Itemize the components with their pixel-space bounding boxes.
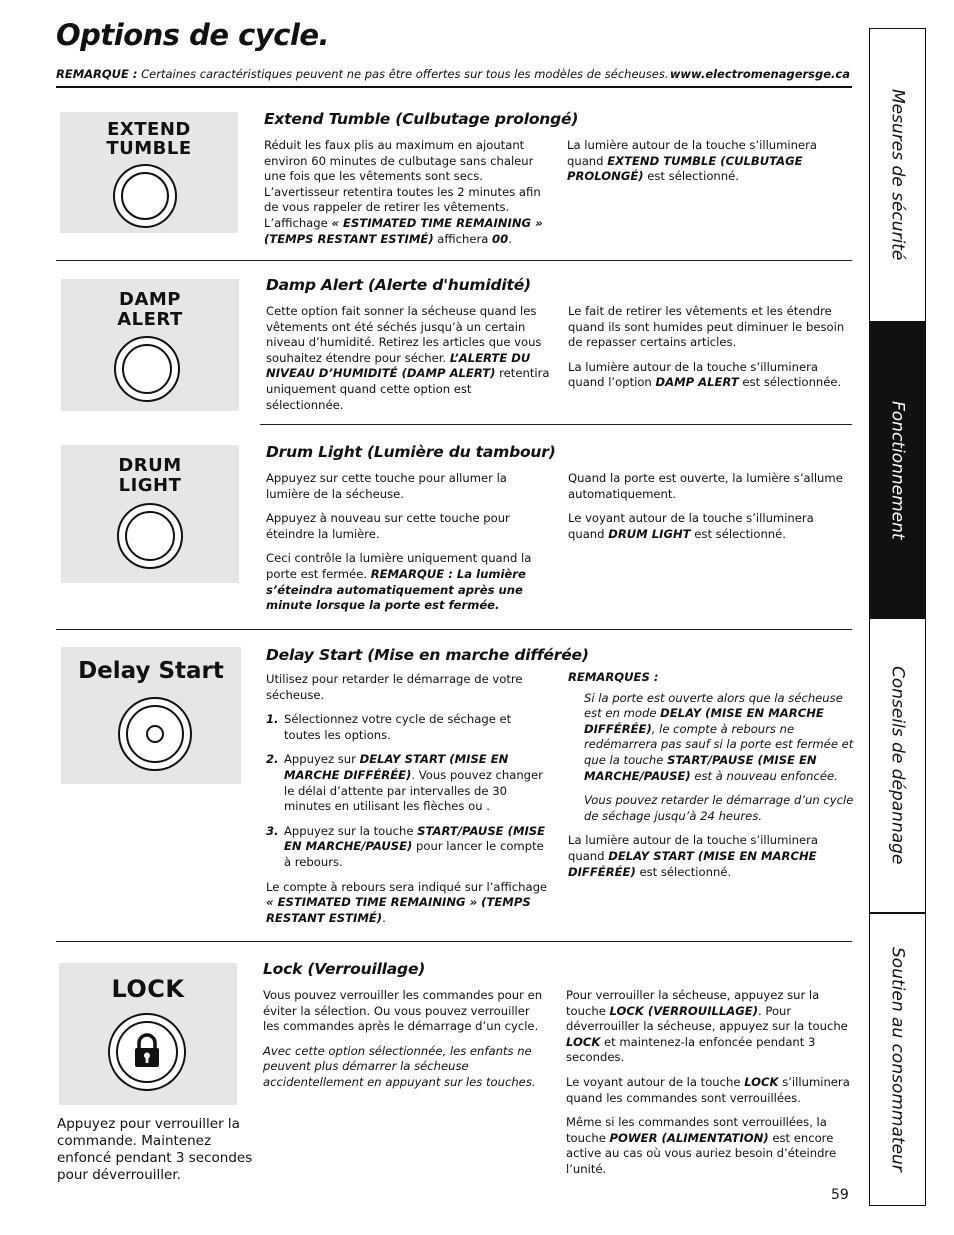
delay-note-1-text-c: est à nouveau enfoncée.: [690, 768, 838, 783]
lock-right-bold-3: LOCK: [744, 1074, 779, 1089]
delay-right-text-1: La lumière autour de la touche s’illuminera quand: [568, 833, 819, 863]
delay-step-1-number: 1.: [266, 712, 279, 727]
damp-right-para-1: Le fait de retirer les vêtements et les étendre quand ils sont humides peut diminuer le besoin de repasser certains articles.: [568, 304, 845, 350]
padlock-icon: [129, 1031, 165, 1069]
lock-right-bold-2: LOCK: [566, 1034, 601, 1049]
damp-alert-button-label-line2: ALERT: [117, 309, 183, 330]
header-rule: [56, 86, 852, 88]
lock-right-text: [566, 988, 852, 1187]
delay-step-2-text-b: . Vous pouvez changer le délai d’attente par intervalles de 30 minutes en utilisant les flèches ou .: [284, 767, 543, 814]
drum-light-button-label-line2: LIGHT: [118, 475, 182, 496]
extend-right-text-1: La lumière autour de la touche s’illuminera quand: [567, 138, 818, 168]
lock-button-label: LOCK: [111, 975, 185, 1003]
damp-alert-left-text: [266, 304, 551, 422]
damp-right-bold: DAMP ALERT: [655, 375, 739, 390]
delay-right-text-2: est sélectionné.: [635, 864, 732, 879]
delay-countdown-text-b: .: [382, 910, 386, 925]
tab-label: Fonctionnement: [887, 400, 908, 540]
delay-intro: Utilisez pour retarder le démarrage de votre sécheuse.: [266, 672, 523, 702]
drum-light-right-text: [568, 471, 852, 551]
drum-light-ring-icon: [117, 503, 183, 569]
delay-step-3: [266, 824, 551, 871]
drum-left-para-1: Appuyez sur cette touche pour allumer la lumière de la sécheuse.: [266, 471, 507, 501]
damp-alert-right-text: [568, 304, 852, 400]
divider: [56, 941, 852, 942]
extend-tumble-button-label-line2: TUMBLE: [106, 138, 192, 159]
extend-right-text-2: est sélectionné.: [643, 169, 739, 184]
lock-right-bold-1: LOCK (VERROUILLAGE): [609, 1003, 759, 1018]
divider: [56, 629, 852, 630]
tab-label: Conseils de dépannage: [887, 666, 908, 865]
tab-conseils-de-depannage[interactable]: [870, 619, 925, 912]
delay-step-1: [266, 712, 551, 743]
delay-step-1-text: Sélectionnez votre cycle de séchage et toutes les options.: [284, 712, 512, 742]
delay-step-3-number: 3.: [266, 823, 279, 838]
delay-step-2-bold: DELAY START (MISE EN MARCHE DIFFÉRÉE): [284, 752, 509, 782]
damp-left-bold: L’ALERTE DU NIVEAU D’HUMIDITÉ (DAMP ALERT): [266, 350, 531, 381]
delay-note-1: [568, 691, 854, 785]
drum-light-title: Drum Light (Lumière du tambour): [266, 443, 556, 461]
damp-alert-button-illustration: [61, 279, 239, 411]
remark-label: REMARQUE :: [56, 67, 138, 81]
lock-right-text-1a: Pour verrouiller la sécheuse, appuyez sur la touche: [566, 988, 820, 1018]
damp-right-text-2: est sélectionnée.: [738, 375, 842, 390]
extend-left-text-2: affichera: [433, 231, 493, 246]
delay-step-3-bold: START/PAUSE (MISE EN MARCHE/PAUSE): [284, 823, 546, 854]
extend-left-text-1: Réduit les faux plis au maximum en ajoutant environ 60 minutes de culbutage sans chaleur une fois que les vêtements sont secs. L’avertisseur retentira toutes les 2 minutes afin de vous rappeler de retirer les vêtements. L’affichage: [264, 138, 541, 230]
lock-right-text-1b: . Pour déverrouiller la sécheuse, appuyez sur la touche: [566, 1003, 848, 1034]
lock-right-text-3b: est encore active au cas où vous auriez besoin d’éteindre l’unité.: [566, 1130, 837, 1176]
delay-note-1-text-b: , le compte à rebours ne redémarrera pas sauf si la porte est fermée et que la touche: [584, 721, 854, 767]
tab-mesures-de-securite[interactable]: [870, 29, 925, 321]
extend-tumble-left-text: [264, 138, 554, 256]
drum-light-button-label-line1: DRUM: [118, 455, 182, 476]
damp-alert-button-label-line1: DAMP: [119, 289, 181, 310]
delay-step-3-text-a: Appuyez sur la touche: [284, 823, 418, 838]
lock-left-para-2: Avec cette option sélectionnée, les enfants ne peuvent plus démarrer la sécheuse accidentellement en appuyant sur les touches.: [263, 1043, 536, 1089]
drum-left-bold: REMARQUE : La lumière s’éteindra automatiquement après une minute lorsque la porte est fermée.: [266, 566, 526, 613]
lock-right-text-2b: s’illuminera quand les commandes sont verrouillées.: [566, 1074, 850, 1105]
lock-title: Lock (Verrouillage): [263, 960, 426, 978]
delay-start-button-label: Delay Start: [78, 658, 224, 684]
drum-left-para-2: Appuyez à nouveau sur cette touche pour éteindre la lumière.: [266, 511, 510, 541]
delay-right-bold: DELAY START (MISE EN MARCHE DIFFÉRÉE): [568, 848, 817, 879]
delay-notes-label: REMARQUES :: [568, 670, 659, 684]
delay-note-1-text-a: Si la porte est ouverte alors que la sécheuse est en mode: [584, 690, 843, 721]
extend-tumble-right-text: [567, 138, 852, 194]
delay-note-2: Vous pouvez retarder le démarrage d’un cycle de séchage jusqu’à 24 heures.: [584, 793, 854, 823]
extend-left-bold-2: 00: [492, 231, 509, 246]
damp-alert-title: Damp Alert (Alerte d'humidité): [266, 276, 531, 294]
page-title: Options de cycle.: [56, 18, 330, 52]
lock-left-para-1: Vous pouvez verrouiller les commandes pour en éviter la sélection. Ou vous pouvez verrouiller les commandes après le démarrage d’un cycle.: [263, 988, 543, 1034]
delay-start-left-text: [266, 672, 551, 935]
tab-label: Soutien au consommateur: [887, 946, 908, 1172]
delay-step-3-text-b: pour lancer le compte à rebours.: [284, 839, 544, 869]
damp-left-text-2: retentira uniquement quand cette option est sélectionnée.: [266, 366, 550, 412]
drum-light-button-illustration: [61, 445, 239, 583]
tab-fonctionnement[interactable]: [870, 321, 925, 619]
extend-right-bold: EXTEND TUMBLE (CULBUTAGE PROLONGÉ): [567, 153, 803, 184]
lock-right-text-2a: Le voyant autour de la touche: [566, 1074, 745, 1089]
extend-left-text-3: .: [508, 231, 512, 246]
divider: [260, 424, 852, 425]
delay-start-right-text: [568, 670, 854, 889]
extend-left-bold: « ESTIMATED TIME REMAINING » (TEMPS RESTANT ESTIMÉ): [264, 215, 543, 246]
delay-countdown-text-a: Le compte à rebours sera indiqué sur l’affichage: [266, 879, 548, 894]
section-tabs-sidebar: [869, 28, 926, 1206]
remark-text: Certaines caractéristiques peuvent ne pas être offertes sur tous les modèles de sécheuses.: [137, 67, 669, 81]
delay-start-button-illustration: [61, 647, 241, 784]
delay-start-ring-icon: [118, 697, 192, 771]
tab-soutien-au-consommateur[interactable]: [870, 914, 925, 1204]
lock-ring-icon: [108, 1013, 186, 1091]
website-url[interactable]: www.electromenagersge.ca: [669, 67, 850, 81]
delay-start-title: Delay Start (Mise en marche différée): [266, 646, 589, 664]
delay-step-2: [266, 752, 551, 814]
lock-right-bold-4: POWER (ALIMENTATION): [609, 1130, 769, 1145]
delay-countdown-bold: « ESTIMATED TIME REMAINING » (TEMPS RESTANT ESTIMÉ): [266, 895, 531, 925]
tab-label: Mesures de sécurité: [887, 89, 908, 261]
drum-right-para-1: Quand la porte est ouverte, la lumière s’allume automatiquement.: [568, 471, 843, 501]
damp-left-text-1: Cette option fait sonner la sécheuse quand les vêtements ont été séchés jusqu’à un certain niveau d’humidité. Retirez les articles que vous souhaitez étendre pour sécher.: [266, 304, 542, 365]
lock-caption: Appuyez pour verrouiller la commande. Maintenez enfoncé pendant 3 secondes pour déverrouiller.: [57, 1116, 253, 1183]
drum-right-text-2: est sélectionné.: [690, 526, 786, 541]
page-number: 59: [831, 1187, 849, 1203]
divider: [56, 260, 852, 261]
delay-step-2-number: 2.: [266, 752, 279, 767]
drum-right-text-1: Le voyant autour de la touche s’illuminera quand: [568, 511, 814, 541]
drum-right-bold: DRUM LIGHT: [608, 526, 691, 541]
extend-tumble-button-label-line1: EXTEND: [107, 119, 191, 140]
delay-note-1-bold-2: START/PAUSE (MISE EN MARCHE/PAUSE): [584, 752, 817, 783]
lock-right-text-3a: Même si les commandes sont verrouillées, la touche: [566, 1115, 827, 1145]
lock-button-illustration: [59, 963, 237, 1105]
drum-left-text-3: Ceci contrôle la lumière uniquement quand la porte est fermée.: [266, 551, 532, 581]
damp-alert-ring-icon: [114, 336, 180, 402]
lock-right-text-1c: et maintenez-la enfoncée pendant 3 secondes.: [566, 1034, 816, 1065]
lock-left-text: [263, 988, 548, 1100]
extend-tumble-ring-icon: [113, 164, 177, 228]
delay-note-1-bold: DELAY (MISE EN MARCHE DIFFÉRÉE): [584, 706, 824, 736]
remark-note: [56, 67, 669, 81]
extend-tumble-title: Extend Tumble (Culbutage prolongé): [264, 110, 579, 128]
delay-step-2-text-a: Appuyez sur: [284, 752, 360, 767]
extend-tumble-button-illustration: [60, 112, 238, 233]
drum-light-left-text: [266, 471, 551, 623]
damp-right-text-1: La lumière autour de la touche s’illuminera quand l’option: [568, 359, 819, 390]
